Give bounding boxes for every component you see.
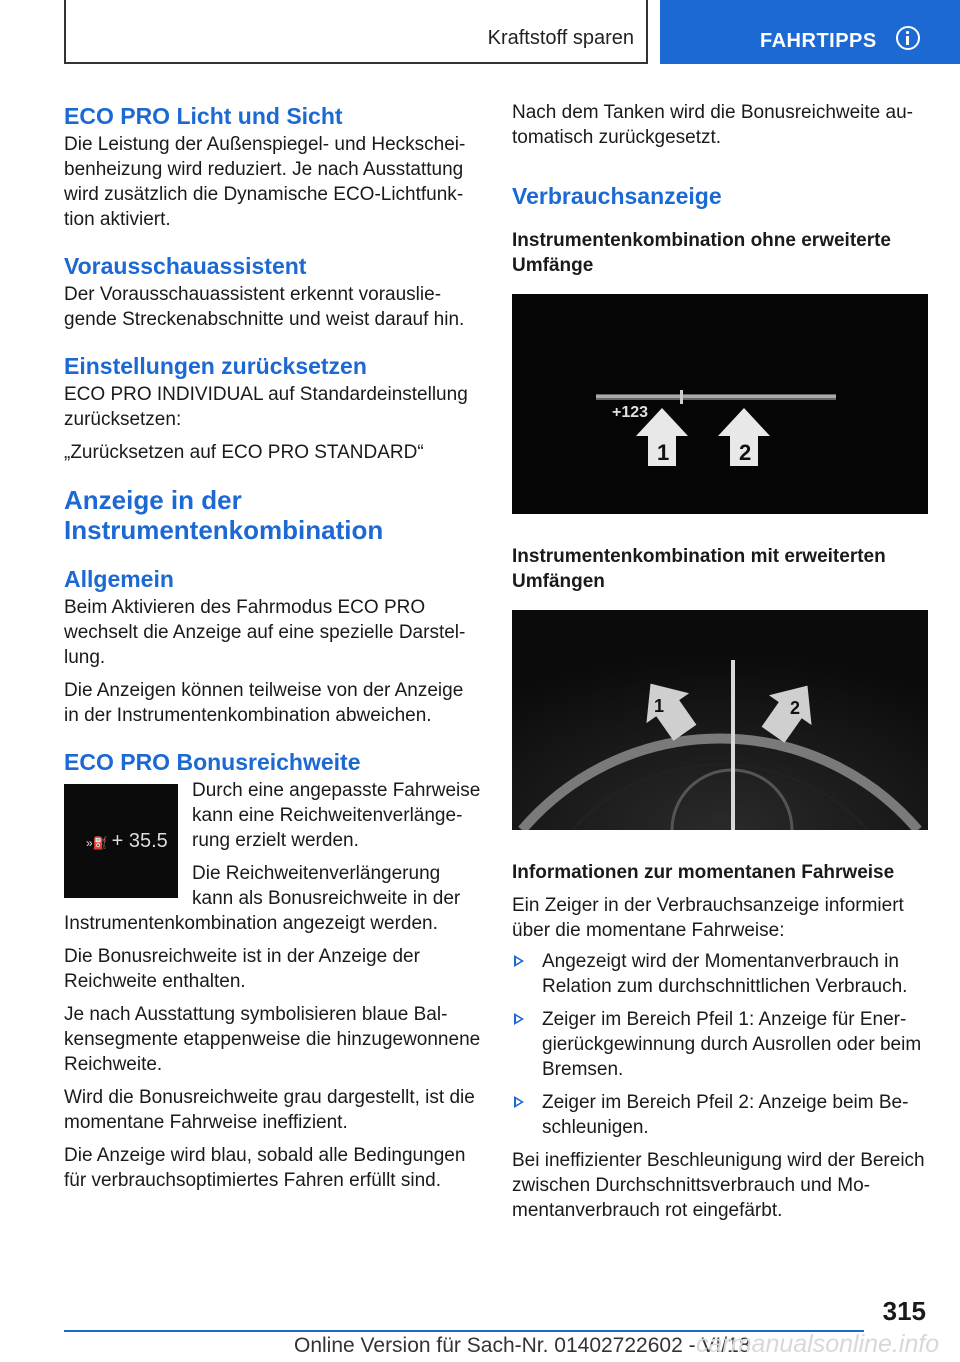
paragraph-zeiger: Ein Zeiger in der Verbrauchsanzeige informiert über die momentane Fahrweise:: [512, 895, 904, 941]
paragraph-bonus-6: Die Anzeige wird blau, sobald alle Bedingungen für verbrauchsoptimiertes Fahren erfüllt sind.: [64, 1145, 466, 1191]
bonus-value: + 35.5: [111, 830, 168, 852]
right-column: [512, 100, 930, 1223]
paragraph-voraus: Der Vorausschauassistent erkennt vorausliegende Streckenabschnitte und weist darauf hin.: [64, 284, 465, 330]
header-chapter-title: FAHRTIPPS: [760, 30, 877, 52]
paragraph-allgemein-2: Die Anzeigen können teilweise von der Anzeige in der Instrumentenkombination abweichen.: [64, 680, 464, 726]
gauge-graphic: [512, 610, 928, 830]
heading-allgemein: Allgemein: [64, 566, 174, 592]
paragraph-nach-dem-tanken: Nach dem Tanken wird die Bonusreichweite automatisch zurückgesetzt.: [512, 102, 913, 148]
triangle-bullet-icon: [514, 1013, 524, 1025]
triangle-bullet-icon: [514, 1096, 524, 1108]
left-column: [64, 100, 482, 1193]
heading-anzeige-instrumentenkombination: Anzeige in der Instrumentenkombination: [64, 485, 384, 545]
gauge-arrow-label-1: 1: [654, 696, 665, 716]
heading-vorausschauassistent: Vorausschauassistent: [64, 253, 307, 279]
subheading-mit-erweiterten: Instrumentenkombination mit erweiterten Umfängen: [512, 546, 886, 592]
header-chapter-tab[interactable]: [660, 0, 960, 64]
header-section-title: Kraftstoff sparen: [487, 27, 634, 49]
paragraph-bonus-1: Durch eine angepasste Fahrweise kann eine Reichweitenverlängerung erzielt werden.: [192, 780, 481, 851]
bullet-list: [512, 949, 930, 1140]
range-value: +123: [612, 404, 649, 421]
heading-einstellungen-zuruecksetzen: Einstellungen zurücksetzen: [64, 353, 367, 379]
paragraph-reset-2: „Zurücksetzen auf ECO PRO STANDARD“: [64, 442, 424, 463]
paragraph-reset-1: ECO PRO INDIVIDUAL auf Standardeinstellung zurücksetzen:: [64, 384, 468, 430]
arrow-label-2: 2: [739, 440, 752, 465]
list-item: Zeiger im Bereich Pfeil 2: Anzeige beim Beschleunigen.: [512, 1090, 930, 1140]
heading-verbrauchsanzeige: Verbrauchsanzeige: [512, 183, 722, 209]
gauge-arrow-label-2: 2: [790, 698, 801, 718]
paragraph-licht: Die Leistung der Außenspiegel- und Heckscheibenheizung wird reduziert. Je nach Ausstattung wird zusätzlich die Dynamische ECO-Lichtfunktion aktiviert.: [64, 134, 466, 230]
consumption-display-basic-image: [512, 294, 928, 514]
bonusreichweite-display-image: [64, 784, 178, 898]
triangle-bullet-icon: [514, 955, 524, 967]
paragraph-ineffizient: Bei ineffizienter Beschleunigung wird der Bereich zwischen Durchschnittsverbrauch und Momentanverbrauch rot eingefärbt.: [512, 1150, 925, 1221]
subheading-ohne-erweiterte: Instrumentenkombination ohne erweiterte Umfänge: [512, 230, 891, 276]
list-item: Zeiger im Bereich Pfeil 1: Anzeige für Energierückgewinnung durch Ausrollen oder beim Bremsen.: [512, 1007, 930, 1082]
page-number: 315: [882, 1296, 926, 1326]
header-section-box: [64, 0, 648, 64]
subheading-informationen: Informationen zur momentanen Fahrweise: [512, 862, 895, 883]
consumption-display-extended-image: [512, 610, 928, 830]
heading-eco-pro-licht: ECO PRO Licht und Sicht: [64, 103, 343, 129]
info-icon[interactable]: [896, 26, 920, 50]
paragraph-bonus-2: Die Reichweitenverlängerung kann als Bonusreichweite in der Instrumentenkombination angezeigt werden.: [64, 863, 461, 934]
footer-online-version: Online Version für Sach-Nr. 01402722602 - VI/18: [294, 1334, 751, 1357]
paragraph-bonus-4: Je nach Ausstattung symbolisieren blaue Balkensegmente etappenweise die hinzugewonnene Reichweite.: [64, 1004, 481, 1075]
paragraph-bonus-5: Wird die Bonusreichweite grau dargestellt, ist die momentane Fahrweise ineffizient.: [64, 1087, 475, 1133]
arrow-label-1: 1: [657, 440, 670, 465]
heading-eco-pro-bonusreichweite: ECO PRO Bonusreichweite: [64, 749, 361, 775]
watermark: carmanualsonline.info: [696, 1330, 940, 1358]
fuel-pump-icon: »⛽: [86, 836, 108, 850]
consumption-bar-graphic: [512, 294, 928, 514]
paragraph-bonus-3: Die Bonusreichweite ist in der Anzeige der Reichweite enthalten.: [64, 946, 420, 992]
list-item: Angezeigt wird der Momentanverbrauch in Relation zum durchschnittlichen Verbrauch.: [512, 949, 930, 999]
paragraph-allgemein-1: Beim Aktivieren des Fahrmodus ECO PRO wechselt die Anzeige auf eine spezielle Darstellung.: [64, 597, 466, 668]
